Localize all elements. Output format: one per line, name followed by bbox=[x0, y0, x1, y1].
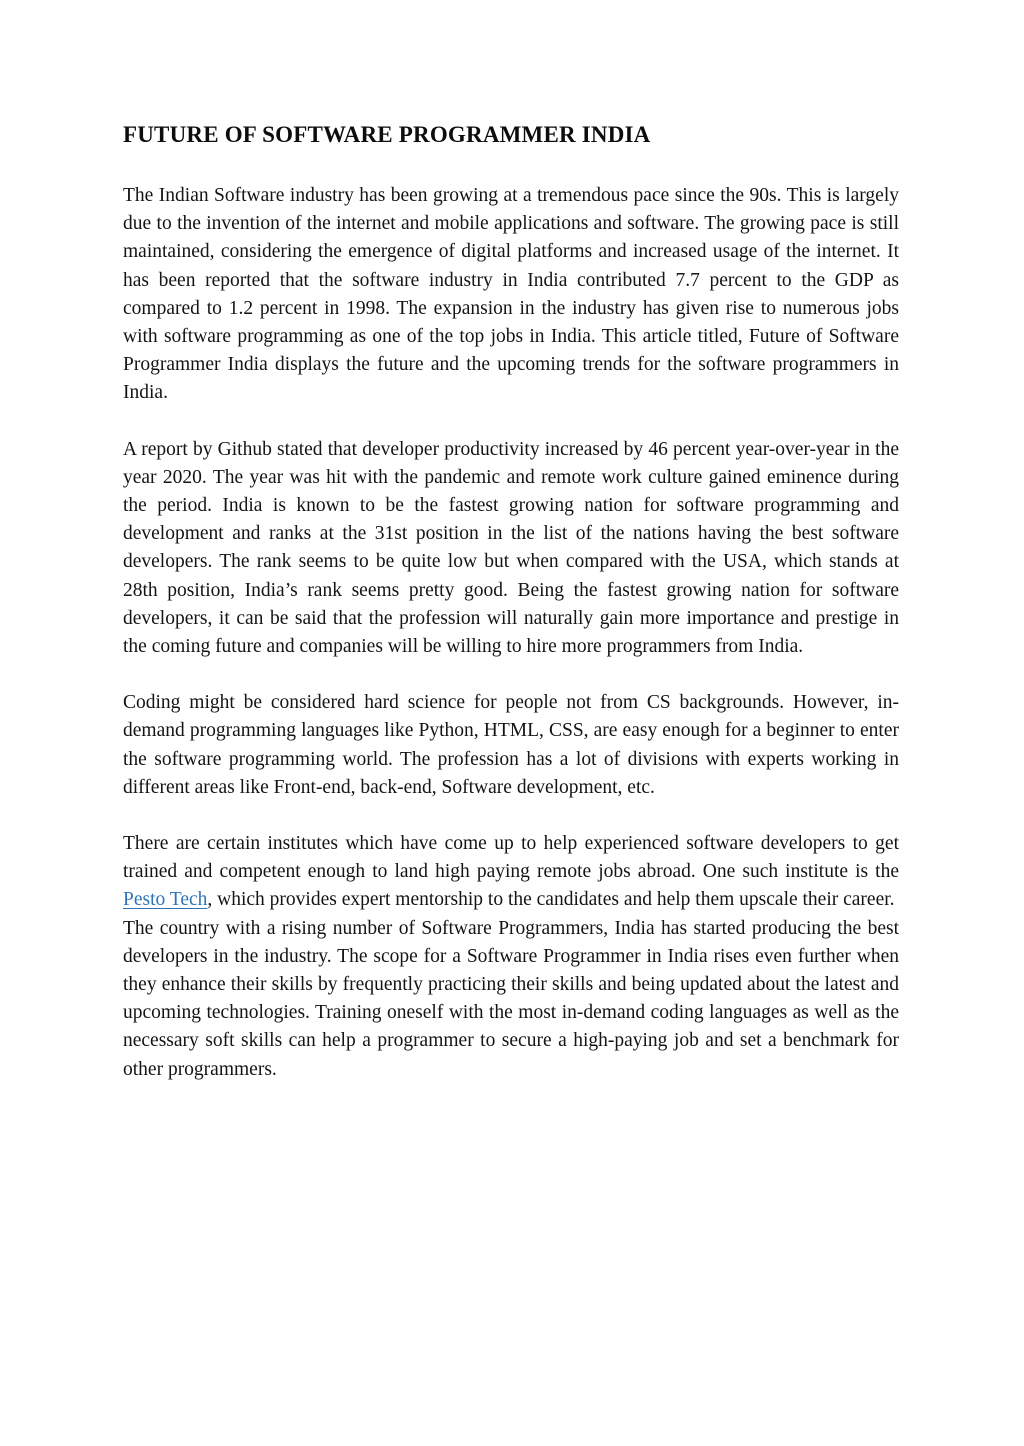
paragraph-institutes-text-before-link: There are certain institutes which have come up to help experienced software developers to get trained and competent enough to land high paying remote jobs abroad. One such institute is the bbox=[123, 833, 899, 883]
paragraph-institutes bbox=[123, 830, 899, 915]
paragraph-institutes-text-after-link: , which provides expert mentorship to the candidates and help them upscale their career. bbox=[207, 889, 895, 911]
paragraph-rising-programmers: The country with a rising number of Software Programmers, India has started producing the best developers in the industry. The scope for a Software Programmer in India rises even further when they enhance their skills by frequently practicing their skills and being updated about the latest and upcoming technologies. Training oneself with the most in-demand coding languages as well as the necessary soft skills can help a programmer to secure a high-paying job and set a benchmark for other programmers. bbox=[123, 917, 899, 1080]
paragraph-github-report: A report by Github stated that developer productivity increased by 46 percent year-over-year in the year 2020. The year was hit with the pandemic and remote work culture gained eminence during the period. India is known to be the fastest growing nation for software programming and development and ranks at the 31st position in the list of the nations having the best software developers. The rank seems to be quite low but when compared with the USA, which stands at 28th position, India’s rank seems pretty good. Being the fastest growing nation for software developers, it can be said that the profession will naturally gain more importance and prestige in the coming future and companies will be willing to hire more programmers from India. bbox=[123, 438, 899, 658]
paragraph-industry-growth: The Indian Software industry has been growing at a tremendous pace since the 90s. This is largely due to the invention of the internet and mobile applications and software. The growing pace is still maintained, considering the emergence of digital platforms and increased usage of the internet. It has been reported that the software industry in India contributed 7.7 percent to the GDP as compared to 1.2 percent in 1998. The expansion in the industry has given rise to numerous jobs with software programming as one of the top jobs in India. This article titled, Future of Software Programmer India displays the future and the upcoming trends for the software programmers in India. bbox=[123, 185, 899, 404]
document-title: FUTURE OF SOFTWARE PROGRAMMER INDIA bbox=[123, 122, 651, 147]
paragraph-coding-languages: Coding might be considered hard science for people not from CS backgrounds. However, in-demand programming languages like Python, HTML, CSS, are easy enough for a beginner to enter the software programming world. The profession has a lot of divisions with experts working in different areas like Front-end, back-end, Software development, etc. bbox=[123, 692, 899, 798]
pesto-tech-link[interactable]: Pesto Tech bbox=[123, 889, 208, 911]
